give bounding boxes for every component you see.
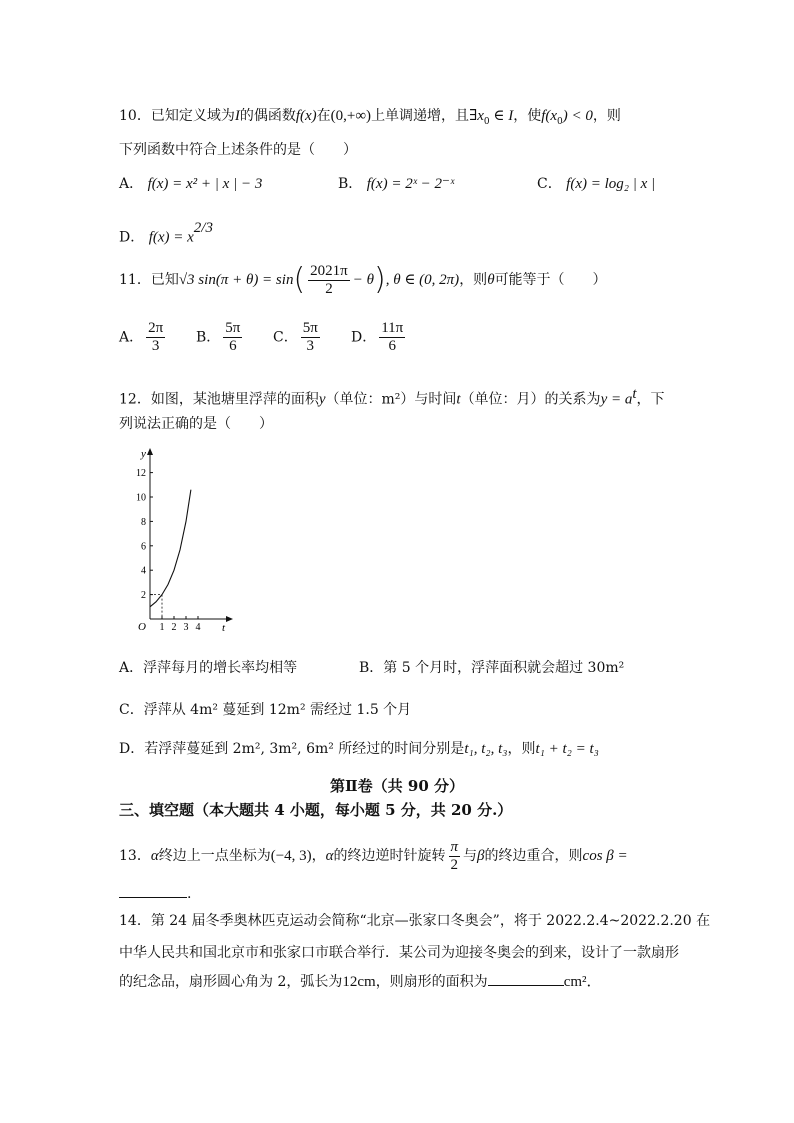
q12-stem-line2: 列说法正确的是（ ） xyxy=(119,416,273,432)
origin-label: O xyxy=(138,621,146,633)
q10-stem-line1: 10．已知定义域为I的偶函数f(x)在(0,+∞)上单调递增，且$\exists x_0$ ∈ I，使$f(x_0) < 0$，则 xyxy=(119,108,621,127)
q12-option-c: C．浮萍从 4m² 蔓延到 12m² 需经过 1.5 个月 xyxy=(119,702,412,718)
y-tick-label: 4 xyxy=(141,565,146,577)
x-tick-label: 1 xyxy=(159,622,165,633)
y-axis-label: y xyxy=(141,448,146,460)
x-axis-label: t xyxy=(222,622,226,634)
y-tick-label: 2 xyxy=(141,590,146,602)
growth-curve xyxy=(150,490,191,607)
q10-option-d: D． $f(x) = x^{2/3}$ xyxy=(119,220,213,246)
y-tick-label: 8 xyxy=(141,516,146,528)
q11-option-a: A． $\frac{2\pi}{3}$ xyxy=(119,320,164,354)
x-tick-label: 4 xyxy=(195,622,201,633)
q10-option-c: C． f(x) = log₂ | x | xyxy=(537,176,656,192)
q10-option-b: B． f(x) = 2ˣ − 2⁻ˣ xyxy=(338,176,455,192)
q13-stem: 13．α终边上一点坐标为(−4, 3)，α的终边逆时针旋转 $\frac{\pi}{2}$ 与β的终边重合，则cos β = xyxy=(119,838,628,873)
q12-stem-line1: 12．如图，某池塘里浮萍的面积y（单位：m²）与时间t（单位：月）的关系为$y = a^t$，下 xyxy=(119,386,665,408)
chart-axes xyxy=(138,448,233,634)
q13-answer-blank: . xyxy=(119,884,191,904)
x-tick-label: 3 xyxy=(183,622,189,633)
section-heading: 三、填空题（本大题共 4 小题，每小题 5 分，共 20 分.） xyxy=(119,801,513,819)
q12-option-d: D．若浮萍蔓延到 2m², 3m², 6m² 所经过的时间分别是t₁, t₂, t₃，则t₁ + t₂ = t₃ xyxy=(119,741,599,757)
q10-stem-line2: 下列函数中符合上述条件的是（ ） xyxy=(119,142,357,158)
y-tick-label: 6 xyxy=(141,541,146,553)
q14-line3: 的纪念品，扇形圆心角为 2，弧长为12cm，则扇形的面积为 cm²． xyxy=(119,974,602,990)
q11-option-c: C． $\frac{5\pi}{3}$ xyxy=(273,320,318,354)
growth-chart xyxy=(119,446,239,636)
y-axis-arrow xyxy=(147,448,153,455)
q11-option-d: D． $\frac{11\pi}{6}$ xyxy=(351,320,404,354)
q11-stem: 11．已知√3 sin(π + θ) = sin( $\frac{2021\pi}{2}$ − θ), θ ∈ (0, 2π)，则θ可能等于（ ） xyxy=(119,262,607,297)
y-tick-label: 12 xyxy=(136,468,146,480)
chart-guides xyxy=(150,595,162,619)
x-tick-label: 2 xyxy=(171,622,177,633)
section-title: 第Ⅱ卷（共 90 分） xyxy=(330,777,464,795)
y-tick-label: 10 xyxy=(136,492,146,504)
q10-option-a: A． f(x) = x² + | x | − 3 xyxy=(119,176,263,192)
q12-option-a: A．浮萍每月的增长率均相等 xyxy=(119,660,298,676)
x-axis-arrow xyxy=(226,616,233,622)
q14-line2: 中华人民共和国北京市和张家口市联合举行．某公司为迎接冬奥会的到来，设计了一款扇形 xyxy=(119,945,679,961)
q11-option-b: B． $\frac{5\pi}{6}$ xyxy=(196,320,241,354)
q12-option-b: B．第 5 个月时，浮萍面积就会超过 30m² xyxy=(359,660,625,676)
q14-line1: 14．第 24 届冬季奥林匹克运动会简称“北京—张家口冬奥会”，将于 2022.2.4~2022.2.20 在 xyxy=(119,913,711,929)
